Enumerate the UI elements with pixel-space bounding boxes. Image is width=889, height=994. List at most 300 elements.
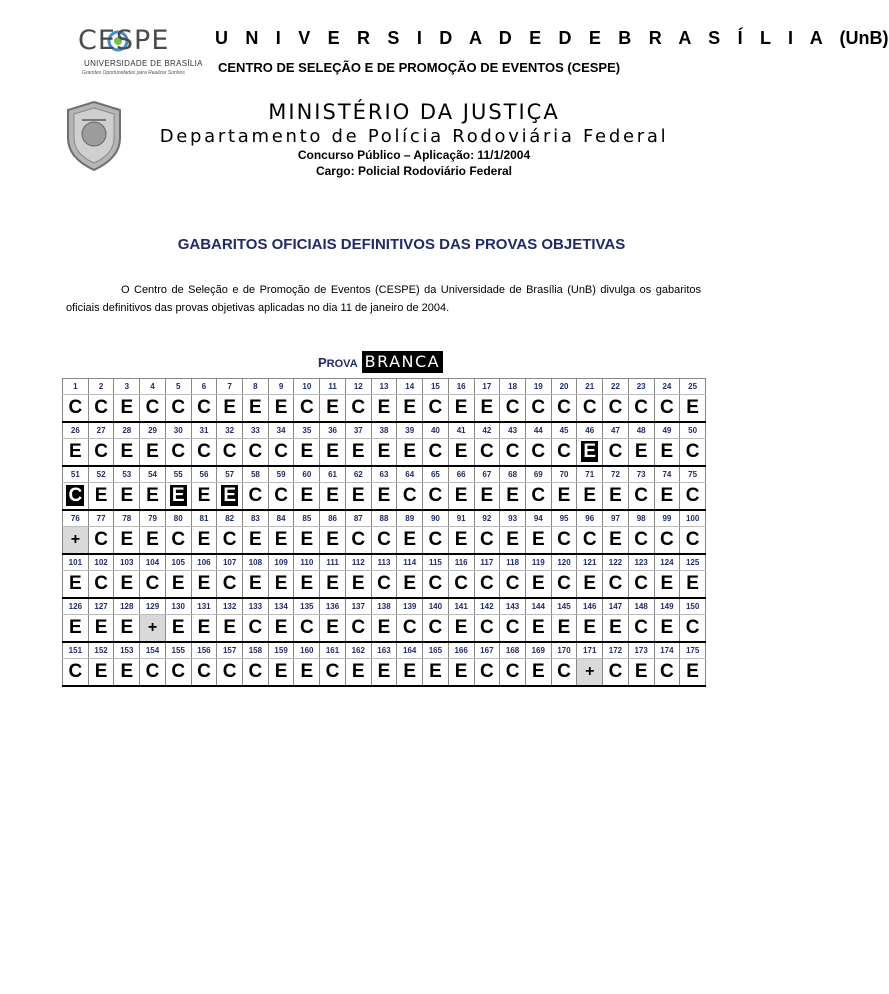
question-number: 85	[294, 510, 320, 527]
question-number-row	[63, 510, 706, 527]
question-number: 174	[654, 642, 680, 659]
answer-value: E	[223, 397, 237, 418]
answer-cell	[371, 395, 397, 423]
answer-cell	[268, 483, 294, 511]
question-number: 101	[63, 554, 89, 571]
question-number: 145	[551, 598, 577, 615]
answer-cell	[165, 615, 191, 643]
answer-cell	[654, 439, 680, 467]
answer-value: C	[197, 441, 211, 462]
answer-value: E	[609, 529, 622, 550]
answer-cell	[500, 571, 526, 599]
answer-value: C	[248, 441, 263, 462]
document-title: GABARITOS OFICIAIS DEFINITIVOS DAS PROVAS OBJETIVAS	[177, 236, 626, 253]
question-number: 77	[88, 510, 114, 527]
answer-cell	[294, 571, 320, 599]
answer-value: C	[222, 573, 237, 594]
question-number: 100	[680, 510, 706, 527]
answer-cell	[577, 527, 603, 555]
answer-cell	[320, 527, 346, 555]
answer-value: E	[403, 397, 417, 418]
answer-value: E	[120, 529, 134, 550]
answer-value: E	[197, 573, 211, 594]
prova-label: PROVA	[318, 355, 358, 370]
answer-cell	[165, 395, 191, 423]
question-number: 82	[217, 510, 243, 527]
answer-cell	[525, 659, 551, 687]
answer-cell	[63, 659, 89, 687]
question-number: 6	[191, 379, 217, 395]
question-number: 159	[268, 642, 294, 659]
answer-value: E	[326, 573, 339, 594]
answer-value: E	[377, 617, 391, 638]
logo-subtitle: UNIVERSIDADE DE BRASÍLIA	[84, 59, 203, 68]
answer-value: E	[94, 661, 108, 682]
question-number: 102	[88, 554, 114, 571]
answer-cell	[217, 659, 243, 687]
answer-cell	[63, 439, 89, 467]
question-number: 118	[500, 554, 526, 571]
question-number: 123	[628, 554, 654, 571]
answer-cell	[500, 395, 526, 423]
answer-cell	[448, 395, 474, 423]
answer-value: C	[608, 441, 623, 462]
answer-value: E	[557, 485, 571, 506]
answer-value: E	[300, 529, 314, 550]
answer-cell	[345, 483, 371, 511]
question-number: 47	[603, 422, 629, 439]
answer-cell	[268, 527, 294, 555]
answer-value: E	[300, 573, 314, 594]
question-number: 33	[243, 422, 269, 439]
answer-value: E	[300, 485, 314, 506]
answer-value: E	[634, 661, 648, 682]
question-number: 168	[500, 642, 526, 659]
logo-tagline: Grandes Oportunidades para Realizar Sonhos	[82, 70, 185, 76]
answer-cell	[345, 395, 371, 423]
answer-row	[63, 615, 706, 643]
answer-cell	[474, 439, 500, 467]
answer-cell	[500, 659, 526, 687]
answer-cell	[680, 483, 706, 511]
answer-value: E	[351, 661, 365, 682]
answer-value: E	[94, 617, 108, 638]
answer-value: C	[505, 661, 520, 682]
answer-value: E	[506, 529, 519, 550]
question-number: 166	[448, 642, 474, 659]
question-number: 61	[320, 466, 346, 483]
answer-cell	[680, 527, 706, 555]
answer-cell	[551, 615, 577, 643]
answer-value: E	[634, 441, 648, 462]
answer-cell	[191, 395, 217, 423]
question-number-row	[63, 422, 706, 439]
answer-cell	[474, 659, 500, 687]
question-number: 158	[243, 642, 269, 659]
answer-cell	[345, 527, 371, 555]
answer-value: E	[223, 485, 237, 506]
answer-cell	[371, 439, 397, 467]
answer-value: C	[479, 617, 494, 638]
question-number: 165	[423, 642, 449, 659]
university-name: U N I V E R S I D A D E D E B R A S Í L I A	[215, 28, 829, 48]
answer-cell	[448, 571, 474, 599]
answer-cell	[397, 483, 423, 511]
answer-value: C	[479, 661, 494, 682]
answer-value: E	[120, 573, 134, 594]
answer-value: E	[660, 617, 674, 638]
answer-value: E	[403, 441, 417, 462]
question-number: 122	[603, 554, 629, 571]
answer-cell	[603, 615, 629, 643]
question-number: 87	[345, 510, 371, 527]
answer-row	[63, 571, 706, 599]
question-number: 23	[628, 379, 654, 395]
answer-cell	[165, 659, 191, 687]
answer-cell	[217, 483, 243, 511]
question-number: 12	[345, 379, 371, 395]
answer-value: E	[274, 529, 288, 550]
question-number: 111	[320, 554, 346, 571]
answer-value: E	[531, 529, 545, 550]
question-number: 133	[243, 598, 269, 615]
answer-value: C	[479, 573, 494, 594]
answer-value: C	[171, 441, 186, 462]
answer-cell	[628, 527, 654, 555]
prova-color: BRANCA	[362, 351, 443, 373]
answer-value: E	[274, 617, 288, 638]
answer-cell	[500, 615, 526, 643]
question-number: 124	[654, 554, 680, 571]
answer-value: E	[249, 397, 262, 418]
answer-value: C	[145, 573, 160, 594]
intro-paragraph: O Centro de Seleção e de Promoção de Eventos (CESPE) da Universidade de Brasília (UnB) divulga os gabaritos oficiais definitivos das provas objetivas aplicadas no dia 11 de janeiro de 2004.	[66, 284, 701, 314]
question-number: 71	[577, 466, 603, 483]
answer-value: C	[428, 529, 443, 550]
question-number: 128	[114, 598, 140, 615]
answer-cell	[140, 659, 166, 687]
university-title	[215, 28, 889, 49]
answer-value: C	[531, 441, 546, 462]
answer-cell	[191, 439, 217, 467]
answer-value: C	[634, 617, 649, 638]
answer-cell	[577, 659, 603, 687]
answer-cell	[603, 571, 629, 599]
answer-cell	[268, 615, 294, 643]
answer-cell	[165, 571, 191, 599]
answer-row	[63, 483, 706, 511]
answer-value: E	[660, 441, 674, 462]
question-number: 97	[603, 510, 629, 527]
answer-value: E	[377, 397, 391, 418]
question-number: 89	[397, 510, 423, 527]
question-number: 75	[680, 466, 706, 483]
answer-cell	[423, 527, 449, 555]
answer-cell	[680, 659, 706, 687]
answer-value: C	[248, 661, 263, 682]
answer-value: E	[120, 485, 134, 506]
question-number: 152	[88, 642, 114, 659]
question-number: 76	[63, 510, 89, 527]
answer-value: C	[274, 485, 288, 506]
answer-value: C	[557, 397, 571, 418]
answer-cell	[525, 615, 551, 643]
question-number: 74	[654, 466, 680, 483]
answer-cell	[371, 659, 397, 687]
question-number: 83	[243, 510, 269, 527]
answer-value: C	[660, 661, 674, 682]
answer-cell	[474, 615, 500, 643]
question-number: 130	[165, 598, 191, 615]
answer-cell	[243, 659, 269, 687]
question-number: 115	[423, 554, 449, 571]
answer-value: C	[402, 485, 417, 506]
question-number: 164	[397, 642, 423, 659]
answer-value: C	[145, 661, 160, 682]
answer-value: E	[171, 617, 185, 638]
question-number: 30	[165, 422, 191, 439]
answer-value: C	[479, 441, 494, 462]
answer-cell	[654, 395, 680, 423]
answer-value: C	[634, 485, 649, 506]
answer-cell	[448, 615, 474, 643]
answer-value: C	[685, 617, 700, 638]
question-number: 142	[474, 598, 500, 615]
answer-value: C	[505, 573, 520, 594]
question-number: 7	[217, 379, 243, 395]
question-number-row	[63, 554, 706, 571]
answer-cell	[191, 615, 217, 643]
question-number: 139	[397, 598, 423, 615]
answer-value: C	[299, 617, 314, 638]
question-number: 11	[320, 379, 346, 395]
answer-value: C	[608, 573, 623, 594]
answer-value: E	[351, 573, 365, 594]
answer-cell	[680, 571, 706, 599]
question-number: 120	[551, 554, 577, 571]
answer-value: E	[403, 529, 417, 550]
answer-value: +	[585, 663, 595, 680]
question-number: 9	[268, 379, 294, 395]
answer-cell	[88, 439, 114, 467]
answer-value: E	[686, 397, 699, 418]
answer-value: C	[197, 397, 211, 418]
question-number: 22	[603, 379, 629, 395]
question-number: 63	[371, 466, 397, 483]
answer-cell	[500, 483, 526, 511]
answer-cell	[243, 439, 269, 467]
answer-cell	[500, 439, 526, 467]
question-number: 67	[474, 466, 500, 483]
logo-word: CESPE	[78, 25, 170, 56]
answer-value: E	[351, 441, 365, 462]
question-number: 156	[191, 642, 217, 659]
answer-value: C	[685, 529, 700, 550]
answer-cell	[397, 527, 423, 555]
question-number: 39	[397, 422, 423, 439]
question-number: 116	[448, 554, 474, 571]
question-number: 126	[63, 598, 89, 615]
question-number: 90	[423, 510, 449, 527]
answer-cell	[165, 483, 191, 511]
answer-value: E	[403, 573, 417, 594]
answer-value: C	[351, 397, 366, 418]
question-number: 114	[397, 554, 423, 571]
question-number: 141	[448, 598, 474, 615]
answer-cell	[294, 483, 320, 511]
answer-value: C	[685, 485, 700, 506]
question-number: 121	[577, 554, 603, 571]
answer-cell	[294, 439, 320, 467]
answer-cell	[320, 615, 346, 643]
answer-value: E	[326, 529, 339, 550]
answer-value: E	[660, 485, 674, 506]
answer-row	[63, 659, 706, 687]
answer-value: E	[69, 617, 82, 638]
answer-cell	[243, 395, 269, 423]
answer-value: E	[531, 573, 545, 594]
answer-value: E	[480, 397, 494, 418]
answer-value: C	[634, 397, 649, 418]
answer-cell	[140, 527, 166, 555]
question-number: 106	[191, 554, 217, 571]
answer-value: E	[223, 617, 237, 638]
question-number: 14	[397, 379, 423, 395]
prova-heading	[318, 351, 443, 373]
cespe-logo	[78, 25, 203, 76]
question-number: 45	[551, 422, 577, 439]
answer-value: E	[660, 573, 674, 594]
question-number: 18	[500, 379, 526, 395]
answer-cell	[577, 483, 603, 511]
answer-value: C	[68, 661, 83, 682]
answer-cell	[114, 659, 140, 687]
answer-cell	[320, 659, 346, 687]
answer-value: E	[686, 573, 699, 594]
position-info: Cargo: Policial Rodoviário Federal	[315, 164, 513, 178]
question-number: 34	[268, 422, 294, 439]
question-number: 91	[448, 510, 474, 527]
answer-cell	[268, 659, 294, 687]
question-number: 52	[88, 466, 114, 483]
question-number: 13	[371, 379, 397, 395]
answer-cell	[191, 571, 217, 599]
question-number: 107	[217, 554, 243, 571]
question-number: 20	[551, 379, 577, 395]
question-number: 132	[217, 598, 243, 615]
answer-cell	[525, 483, 551, 511]
answer-cell	[680, 615, 706, 643]
answer-cell	[603, 527, 629, 555]
answer-value: E	[454, 397, 468, 418]
answer-value: C	[634, 529, 649, 550]
answer-value: C	[351, 617, 366, 638]
answer-value: E	[403, 661, 417, 682]
answer-cell	[474, 527, 500, 555]
answer-row	[63, 439, 706, 467]
answer-cell	[397, 395, 423, 423]
answer-cell	[243, 483, 269, 511]
question-number: 86	[320, 510, 346, 527]
exam-info: Concurso Público – Aplicação: 11/1/2004	[297, 148, 531, 162]
answer-value: C	[428, 485, 443, 506]
answer-value: C	[94, 529, 108, 550]
answer-value: E	[249, 573, 262, 594]
answer-cell	[140, 571, 166, 599]
answer-value: C	[557, 529, 571, 550]
answer-cell	[448, 483, 474, 511]
question-number: 131	[191, 598, 217, 615]
question-number: 42	[474, 422, 500, 439]
answer-cell	[243, 571, 269, 599]
answer-cell	[654, 659, 680, 687]
answer-cell	[628, 439, 654, 467]
answer-cell	[474, 483, 500, 511]
answer-value: C	[402, 617, 417, 638]
answer-value: C	[351, 529, 366, 550]
answer-value: C	[557, 573, 571, 594]
question-number: 148	[628, 598, 654, 615]
question-number-row	[63, 379, 706, 395]
answer-value: C	[634, 573, 649, 594]
question-number: 155	[165, 642, 191, 659]
answer-value: E	[171, 573, 185, 594]
answer-cell	[500, 527, 526, 555]
answer-cell	[371, 483, 397, 511]
question-number: 154	[140, 642, 166, 659]
answer-cell	[345, 615, 371, 643]
question-number: 72	[603, 466, 629, 483]
answer-value: C	[171, 529, 186, 550]
question-number: 15	[423, 379, 449, 395]
question-number: 135	[294, 598, 320, 615]
answer-cell	[88, 483, 114, 511]
answer-cell	[628, 659, 654, 687]
question-number: 175	[680, 642, 706, 659]
answer-value: E	[686, 661, 699, 682]
answer-value: C	[428, 617, 443, 638]
answer-value: C	[582, 529, 597, 550]
question-number: 170	[551, 642, 577, 659]
question-number: 140	[423, 598, 449, 615]
answer-value: E	[326, 485, 339, 506]
answer-value: E	[146, 485, 159, 506]
answer-cell	[654, 571, 680, 599]
answer-value: E	[454, 617, 468, 638]
question-number: 157	[217, 642, 243, 659]
answer-cell	[63, 527, 89, 555]
answer-row	[63, 527, 706, 555]
question-number: 73	[628, 466, 654, 483]
question-number: 68	[500, 466, 526, 483]
answer-value: C	[377, 529, 391, 550]
answer-value: E	[249, 529, 262, 550]
answer-value: C	[660, 529, 674, 550]
answer-row	[63, 395, 706, 423]
answer-value: C	[94, 397, 108, 418]
answer-value: E	[171, 485, 185, 506]
answer-cell	[603, 483, 629, 511]
answer-cell	[371, 571, 397, 599]
answer-value: C	[94, 441, 108, 462]
answer-value: E	[506, 485, 519, 506]
question-number: 147	[603, 598, 629, 615]
answer-value: E	[274, 661, 288, 682]
question-number: 94	[525, 510, 551, 527]
question-number: 32	[217, 422, 243, 439]
answer-value: E	[69, 573, 82, 594]
question-number: 59	[268, 466, 294, 483]
